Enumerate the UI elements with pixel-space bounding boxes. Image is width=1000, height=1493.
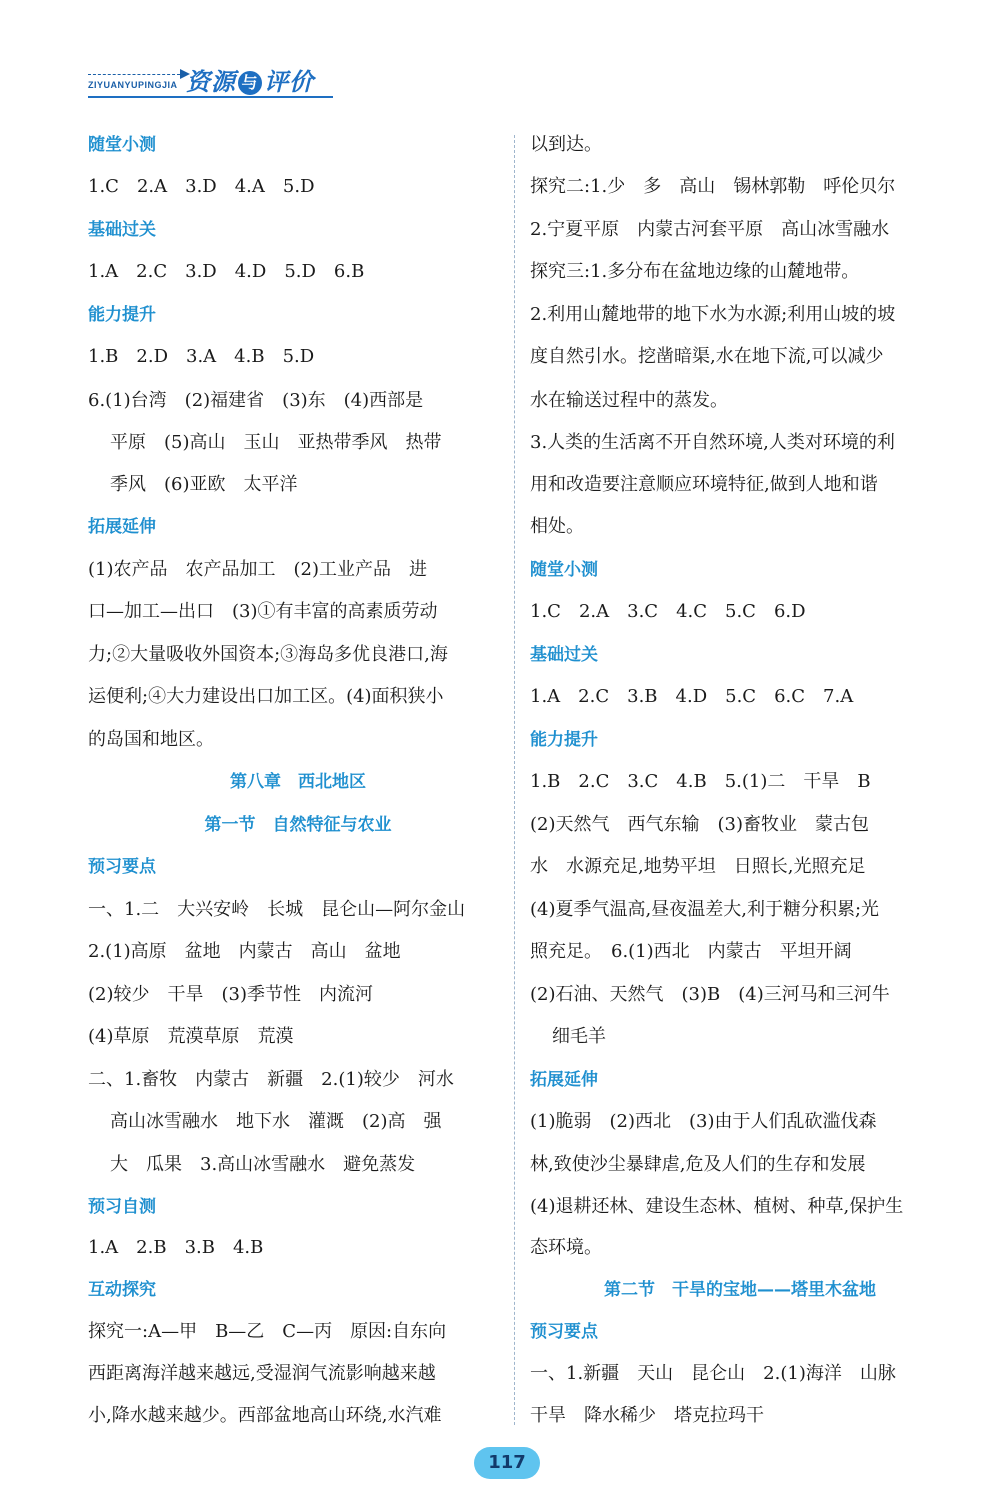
section-heading: 预习要点	[530, 1322, 598, 1342]
section-title: 第一节 自然特征与农业	[204, 815, 392, 835]
answer-line: 探究一:A—甲 B—乙 C—丙 原因:自东向	[88, 1321, 447, 1342]
answer-line: (2)石油、天然气 (3)B (4)三河马和三河牛	[530, 984, 890, 1005]
answer-line: (4)草原 荒漠草原 荒漠	[88, 1026, 294, 1047]
answer-line: (2)较少 干旱 (3)季节性 内流河	[88, 984, 373, 1005]
answer-line: 以到达。	[530, 134, 602, 155]
answer-line: 1.B 2.D 3.A 4.B 5.D	[88, 346, 315, 367]
answer-line: 高山冰雪融水 地下水 灌溉 (2)高 强	[110, 1111, 442, 1132]
column-divider	[514, 135, 515, 1425]
answer-line: (1)农产品 农产品加工 (2)工业产品 进	[88, 559, 427, 580]
answer-line: 水 水源充足,地势平坦 日照长,光照充足	[530, 856, 866, 877]
answer-line: 一、1.新疆 天山 昆仑山 2.(1)海洋 山脉	[530, 1363, 896, 1384]
answer-line: (1)脆弱 (2)西北 (3)由于人们乱砍滥伐森	[530, 1111, 877, 1132]
answer-line: (2)天然气 西气东输 (3)畜牧业 蒙古包	[530, 814, 869, 835]
answer-line: 大 瓜果 3.高山冰雪融水 避免蒸发	[110, 1154, 416, 1175]
section-heading: 预习要点	[88, 857, 156, 877]
answer-line: (4)退耕还林、建设生态林、植树、种草,保护生	[530, 1196, 904, 1217]
answer-line: 探究二:1.少 多 高山 锡林郭勒 呼伦贝尔	[530, 176, 896, 197]
answer-line: 照充足。 6.(1)西北 内蒙古 平坦开阔	[530, 941, 852, 962]
answer-line: 1.A 2.C 3.B 4.D 5.C 6.C 7.A	[530, 686, 854, 707]
section-heading: 能力提升	[530, 730, 598, 750]
answer-line: 1.B 2.C 3.C 4.B 5.(1)二 干旱 B	[530, 771, 871, 792]
section-heading: 拓展延伸	[530, 1070, 598, 1090]
section-heading: 基础过关	[530, 645, 598, 665]
answer-line: 3.人类的生活离不开自然环境,人类对环境的利	[530, 432, 895, 453]
answer-line: 1.A 2.C 3.D 4.D 5.D 6.B	[88, 261, 365, 282]
answer-line: 2.利用山麓地带的地下水为水源;利用山坡的坡	[530, 304, 896, 325]
answer-line: 1.C 2.A 3.C 4.C 5.C 6.D	[530, 601, 806, 622]
section-heading: 拓展延伸	[88, 517, 156, 537]
chapter-title: 第八章 西北地区	[230, 772, 366, 792]
section-heading: 预习自测	[88, 1197, 156, 1217]
header-title	[186, 62, 314, 97]
answer-line: 二、1.畜牧 内蒙古 新疆 2.(1)较少 河水	[88, 1069, 454, 1090]
answer-line: 2.宁夏平原 内蒙古河套平原 高山冰雪融水	[530, 219, 890, 240]
answer-line: 西距离海洋越来越远,受湿润气流影响越来越	[88, 1363, 436, 1384]
answer-line: 一、1.二 大兴安岭 长城 昆仑山—阿尔金山	[88, 899, 466, 920]
section-title: 第二节 干旱的宝地——塔里木盆地	[604, 1280, 876, 1300]
section-heading: 随堂小测	[88, 135, 156, 155]
answer-line: 干旱 降水稀少 塔克拉玛干	[530, 1405, 764, 1426]
arrow-line	[88, 74, 180, 75]
answer-line: 度自然引水。挖凿暗渠,水在地下流,可以减少	[530, 346, 884, 367]
answer-line: (4)夏季气温高,昼夜温差大,利于糖分积累;光	[530, 899, 880, 920]
header-connector-badge: 与	[238, 71, 262, 95]
answer-line: 1.C 2.A 3.D 4.A 5.D	[88, 176, 315, 197]
header-underline	[88, 96, 333, 98]
section-heading: 基础过关	[88, 220, 156, 240]
section-heading: 能力提升	[88, 305, 156, 325]
header-title-part-a: 资源	[186, 68, 236, 96]
answer-line: 相处。	[530, 516, 584, 537]
answer-line: 6.(1)台湾 (2)福建省 (3)东 (4)西部是	[88, 390, 424, 411]
answer-line: 水在输送过程中的蒸发。	[530, 390, 728, 411]
answer-line: 林,致使沙尘暴肆虐,危及人们的生存和发展	[530, 1154, 866, 1175]
answer-line: 力;②大量吸收外国资本;③海岛多优良港口,海	[88, 644, 448, 665]
page-number-badge: 117	[474, 1447, 540, 1479]
answer-line: 平原 (5)高山 玉山 亚热带季风 热带	[110, 432, 442, 453]
answer-line: 的岛国和地区。	[88, 729, 214, 750]
section-heading: 随堂小测	[530, 560, 598, 580]
header-title-part-b: 评价	[264, 68, 314, 96]
answer-line: 细毛羊	[552, 1026, 606, 1047]
answer-line: 运便利;④大力建设出口加工区。(4)面积狭小	[88, 686, 444, 707]
answer-line: 态环境。	[530, 1237, 602, 1258]
answer-line: 季风 (6)亚欧 太平洋	[110, 474, 298, 495]
answer-line: 用和改造要注意顺应环境特征,做到人地和谐	[530, 474, 878, 495]
answer-line: 探究三:1.多分布在盆地边缘的山麓地带。	[530, 261, 860, 282]
header-pinyin: ZIYUANYUPINGJIA	[88, 80, 178, 90]
answer-line: 1.A 2.B 3.B 4.B	[88, 1237, 264, 1258]
answer-line: 口—加工—出口 (3)①有丰富的高素质劳动	[88, 601, 438, 622]
section-heading: 互动探究	[88, 1280, 156, 1300]
answer-line: 小,降水越来越少。西部盆地高山环绕,水汽难	[88, 1405, 442, 1426]
answer-line: 2.(1)高原 盆地 内蒙古 高山 盆地	[88, 941, 401, 962]
